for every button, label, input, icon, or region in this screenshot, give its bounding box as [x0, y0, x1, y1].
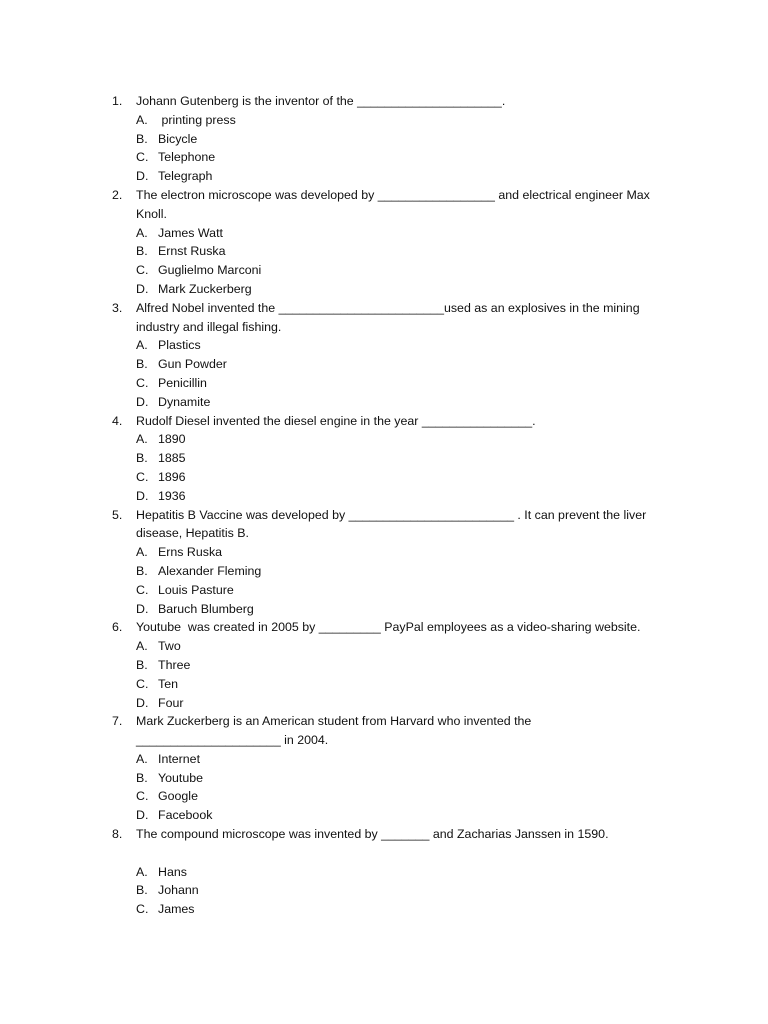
- option-letter: A.: [136, 545, 148, 560]
- question-number: 3.: [112, 300, 123, 315]
- answer-options: [0, 637, 768, 712]
- option-letter: B.: [136, 451, 148, 466]
- option-text: Mark Zuckerberg: [158, 281, 252, 296]
- option-letter: A.: [136, 112, 148, 127]
- question-number: 2.: [112, 187, 123, 202]
- option-text: 1896: [158, 469, 186, 484]
- quiz-page: [0, 92, 768, 919]
- question-text: The compound microscope was invented by _______ and Zacharias Janssen in 1590.: [136, 827, 609, 842]
- question-stem-continued: [0, 731, 768, 750]
- answer-option: [0, 468, 768, 487]
- option-text: Erns Ruska: [158, 545, 223, 560]
- question-text: Knoll.: [136, 206, 167, 221]
- answer-option: [0, 637, 768, 656]
- answer-option: [0, 600, 768, 619]
- answer-options: [0, 863, 768, 919]
- option-letter: A.: [136, 338, 148, 353]
- answer-options: [0, 430, 768, 505]
- answer-option: [0, 148, 768, 167]
- answer-option: [0, 581, 768, 600]
- option-text: Ten: [158, 676, 178, 691]
- question-stem: [0, 618, 768, 637]
- option-letter: B.: [136, 657, 148, 672]
- question-stem-continued: [0, 205, 768, 224]
- option-letter: C.: [136, 789, 149, 804]
- answer-options: [0, 111, 768, 186]
- answer-option: [0, 806, 768, 825]
- option-text: Three: [158, 657, 191, 672]
- option-text: Facebook: [158, 808, 213, 823]
- question-number: 5.: [112, 507, 123, 522]
- question-5: [0, 506, 768, 619]
- answer-option: [0, 881, 768, 900]
- option-letter: A.: [136, 225, 148, 240]
- option-text: 1936: [158, 488, 186, 503]
- answer-options: [0, 336, 768, 411]
- answer-option: [0, 900, 768, 919]
- option-letter: D.: [136, 808, 149, 823]
- answer-option: [0, 863, 768, 882]
- question-text: Johann Gutenberg is the inventor of the _____________________.: [136, 94, 506, 108]
- question-text: Rudolf Diesel invented the diesel engine in the year ________________.: [136, 413, 536, 428]
- option-text: Google: [158, 789, 198, 804]
- answer-options: [0, 543, 768, 618]
- option-letter: D.: [136, 488, 149, 503]
- option-letter: B.: [136, 770, 148, 785]
- answer-option: [0, 769, 768, 788]
- question-text: The electron microscope was developed by _________________ and electrical engineer Max: [136, 187, 650, 202]
- question-8: [0, 825, 768, 919]
- option-letter: C.: [136, 902, 149, 917]
- option-letter: C.: [136, 263, 149, 278]
- question-2: [0, 186, 768, 299]
- question-stem: [0, 825, 768, 844]
- question-number: 1.: [112, 94, 123, 108]
- option-letter: C.: [136, 150, 149, 165]
- answer-option: [0, 430, 768, 449]
- option-text: Alexander Fleming: [158, 563, 262, 578]
- option-text: Hans: [158, 864, 187, 879]
- option-letter: A.: [136, 639, 148, 654]
- question-stem: [0, 186, 768, 205]
- question-stem: [0, 299, 768, 318]
- answer-option: [0, 487, 768, 506]
- option-text: Penicillin: [158, 375, 207, 390]
- question-number: 7.: [112, 714, 123, 729]
- option-letter: C.: [136, 582, 149, 597]
- answer-option: [0, 449, 768, 468]
- option-text: James Watt: [158, 225, 223, 240]
- option-text: Internet: [158, 751, 201, 766]
- answer-option: [0, 656, 768, 675]
- option-text: Youtube: [158, 770, 204, 785]
- option-letter: D.: [136, 695, 149, 710]
- option-letter: D.: [136, 601, 149, 616]
- answer-options: [0, 750, 768, 825]
- answer-option: [0, 280, 768, 299]
- option-text: 1885: [158, 451, 186, 466]
- option-text: Baruch Blumberg: [158, 601, 254, 616]
- answer-option: [0, 111, 768, 130]
- option-letter: C.: [136, 469, 149, 484]
- answer-option: [0, 336, 768, 355]
- option-text: Gun Powder: [158, 357, 227, 372]
- option-letter: D.: [136, 394, 149, 409]
- option-text: Johann: [158, 883, 199, 898]
- option-letter: B.: [136, 357, 148, 372]
- question-stem: [0, 412, 768, 431]
- answer-option: [0, 242, 768, 261]
- option-text: Bicycle: [158, 131, 198, 146]
- option-letter: D.: [136, 281, 149, 296]
- answer-option: [0, 675, 768, 694]
- option-letter: C.: [136, 676, 149, 691]
- option-letter: B.: [136, 563, 148, 578]
- question-text: Hepatitis B Vaccine was developed by ________________________ . It can prevent the liver: [136, 507, 647, 522]
- option-text: Dynamite: [158, 394, 211, 409]
- answer-option: [0, 374, 768, 393]
- question-stem-continued: [0, 524, 768, 543]
- question-text: Youtube was created in 2005 by _________ PayPal employees as a video-sharing website.: [136, 620, 641, 635]
- answer-option: [0, 167, 768, 186]
- option-text: James: [158, 902, 195, 917]
- question-stem: [0, 506, 768, 525]
- blank-line: [0, 844, 768, 863]
- option-text: Plastics: [158, 338, 201, 353]
- question-stem: [0, 712, 768, 731]
- answer-option: [0, 261, 768, 280]
- option-text: Ernst Ruska: [158, 244, 226, 259]
- answer-option: [0, 750, 768, 769]
- question-3: [0, 299, 768, 412]
- option-text: 1890: [158, 432, 186, 447]
- answer-option: [0, 224, 768, 243]
- option-letter: B.: [136, 131, 148, 146]
- answer-option: [0, 543, 768, 562]
- answer-options: [0, 224, 768, 299]
- option-text: Louis Pasture: [158, 582, 234, 597]
- option-text: Four: [158, 695, 184, 710]
- answer-option: [0, 562, 768, 581]
- question-text: _____________________ in 2004.: [136, 733, 329, 748]
- answer-option: [0, 355, 768, 374]
- question-stem-continued: [0, 318, 768, 337]
- question-text: disease, Hepatitis B.: [136, 526, 249, 541]
- question-4: [0, 412, 768, 506]
- question-stem: [0, 92, 768, 111]
- answer-option: [0, 787, 768, 806]
- question-text: Mark Zuckerberg is an American student from Harvard who invented the: [136, 714, 532, 729]
- question-text: Alfred Nobel invented the ________________________used as an explosives in the mining: [136, 300, 640, 315]
- option-text: Telegraph: [158, 169, 213, 184]
- option-letter: D.: [136, 169, 149, 184]
- option-letter: B.: [136, 883, 148, 898]
- answer-option: [0, 694, 768, 713]
- option-text: Telephone: [158, 150, 216, 165]
- option-letter: A.: [136, 864, 148, 879]
- option-text: Two: [158, 639, 181, 654]
- question-6: [0, 618, 768, 712]
- question-text: industry and illegal fishing.: [136, 319, 282, 334]
- question-number: 8.: [112, 827, 123, 842]
- question-number: 4.: [112, 413, 123, 428]
- question-7: [0, 712, 768, 825]
- question-1: [0, 92, 768, 186]
- option-letter: C.: [136, 375, 149, 390]
- option-letter: B.: [136, 244, 148, 259]
- option-letter: A.: [136, 432, 148, 447]
- option-letter: A.: [136, 751, 148, 766]
- answer-option: [0, 393, 768, 412]
- option-text: printing press: [158, 112, 236, 127]
- option-text: Guglielmo Marconi: [158, 263, 262, 278]
- question-number: 6.: [112, 620, 123, 635]
- answer-option: [0, 130, 768, 149]
